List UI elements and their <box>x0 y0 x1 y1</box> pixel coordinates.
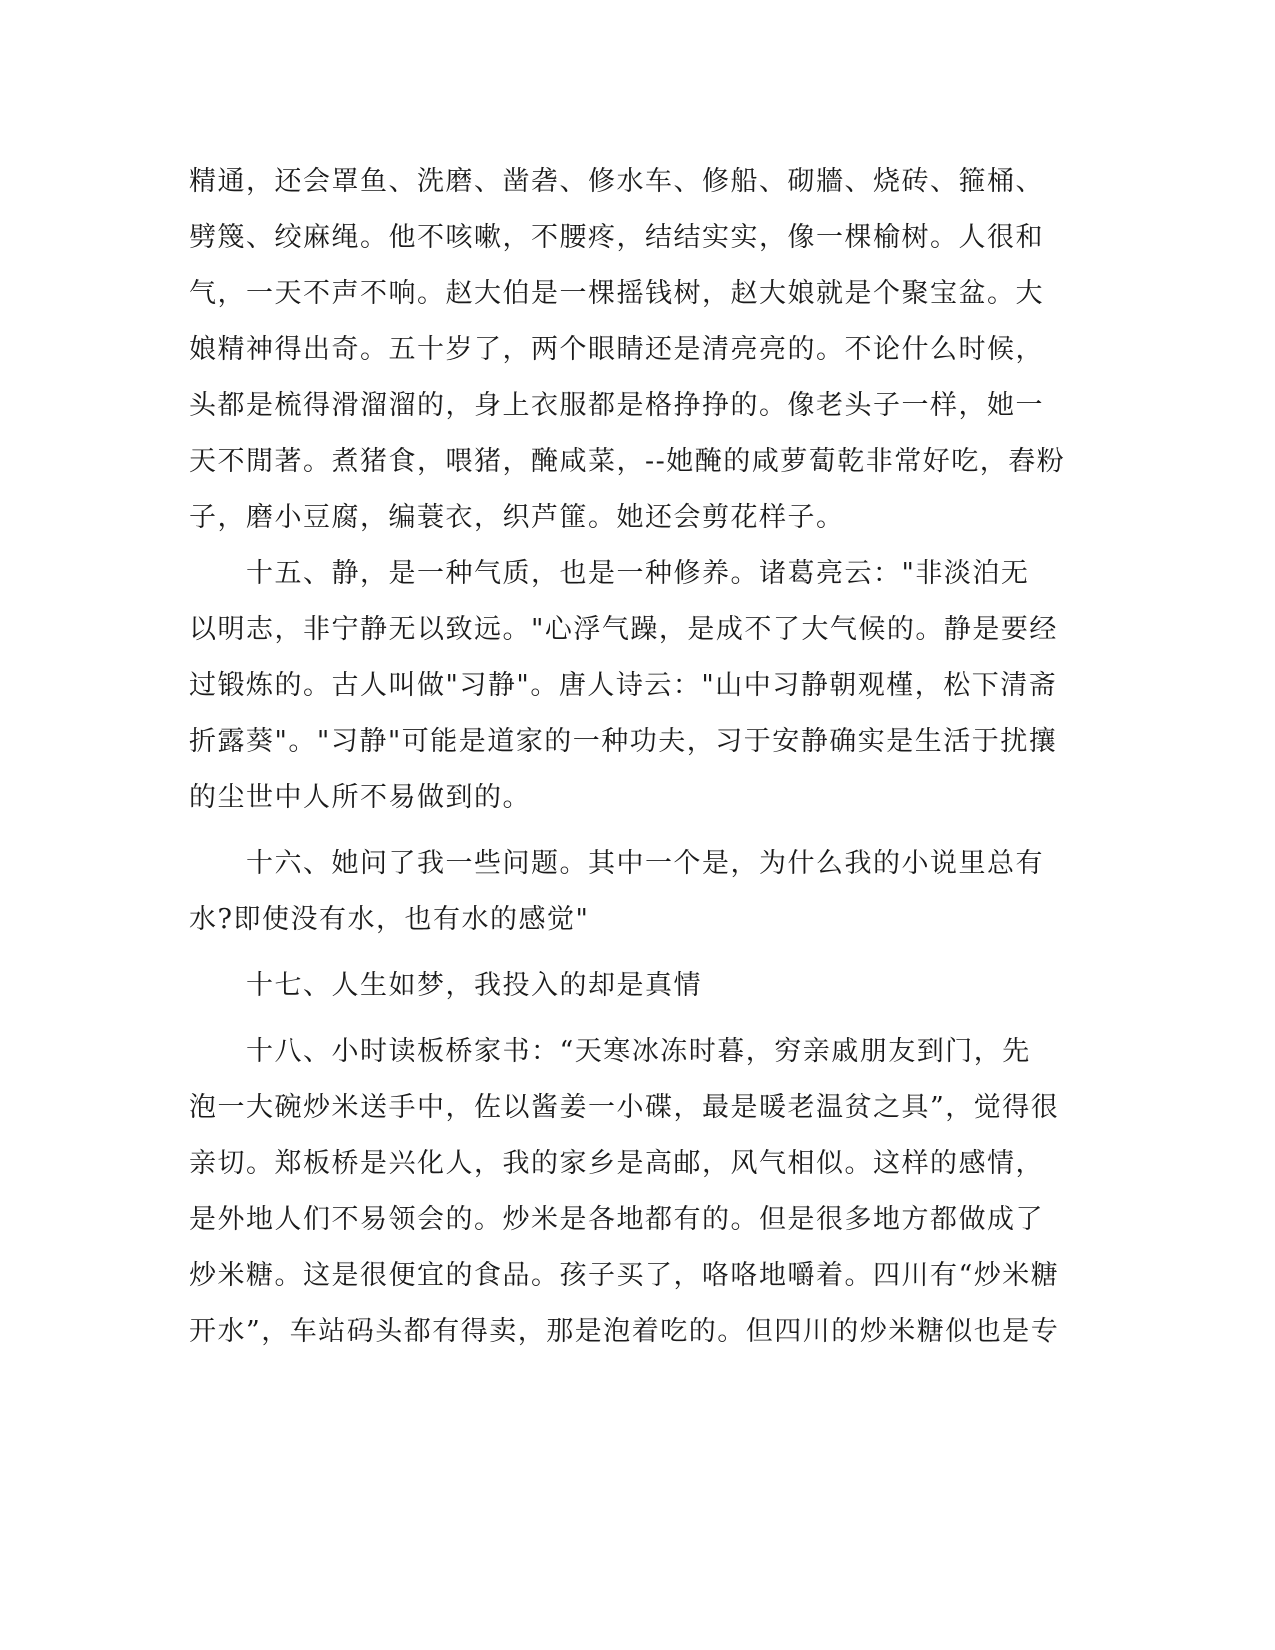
text-line: 气，一天不声不响。赵大伯是一棵摇钱树，赵大娘就是个聚宝盆。大 <box>189 278 1044 309</box>
text-line: 劈篾、绞麻绳。他不咳嗽，不腰疼，结结实实，像一棵榆树。人很和 <box>189 222 1044 253</box>
text-line: 炒米糖。这是很便宜的食品。孩子买了，咯咯地嚼着。四川有“炒米糖 <box>189 1260 1060 1291</box>
text-line: 是外地人们不易领会的。炒米是各地都有的。但是很多地方都做成了 <box>189 1204 1044 1235</box>
text-line: 泡一大碗炒米送手中，佐以酱姜一小碟，最是暖老温贫之具”，觉得很 <box>189 1092 1060 1123</box>
text-line: 十六、她问了我一些问题。其中一个是，为什么我的小说里总有 <box>189 848 1044 879</box>
text-line: 亲切。郑板桥是兴化人，我的家乡是高邮，风气相似。这样的感情， <box>189 1148 1044 1179</box>
text-line: 十五、静，是一种气质，也是一种修养。诸葛亮云："非淡泊无 <box>189 558 1030 589</box>
text-line: 娘精神得出奇。五十岁了，两个眼睛还是清亮亮的。不论什么时候， <box>189 334 1044 365</box>
text-line: 十八、小时读板桥家书：“天寒冰冻时暮，穷亲戚朋友到门，先 <box>189 1036 1031 1067</box>
text-line: 的尘世中人所不易做到的。 <box>189 782 531 813</box>
text-line: 十七、人生如梦，我投入的却是真情 <box>189 970 702 1001</box>
text-line: 开水”，车站码头都有得卖，那是泡着吃的。但四川的炒米糖似也是专 <box>189 1316 1060 1347</box>
text-line: 以明志，非宁静无以致远。"心浮气躁，是成不了大气候的。静是要经 <box>189 614 1058 645</box>
text-line: 水?即使没有水，也有水的感觉" <box>189 904 590 935</box>
text-line: 头都是梳得滑溜溜的，身上衣服都是格挣挣的。像老头子一样，她一 <box>189 390 1044 421</box>
text-line: 精通，还会罩鱼、洗磨、凿砻、修水车、修船、砌牆、烧砖、箍桶、 <box>189 166 1044 197</box>
text-line: 过锻炼的。古人叫做"习静"。唐人诗云："山中习静朝观槿，松下清斋 <box>189 670 1058 701</box>
text-line: 天不閒著。煮猪食，喂猪，醃咸菜，--她醃的咸萝蔔乾非常好吃，舂粉 <box>189 446 1066 477</box>
text-line: 子，磨小豆腐，编蓑衣，织芦篚。她还会剪花样子。 <box>189 502 845 533</box>
text-line: 折露葵"。"习静"可能是道家的一种功夫，习于安静确实是生活于扰攘 <box>189 726 1058 757</box>
